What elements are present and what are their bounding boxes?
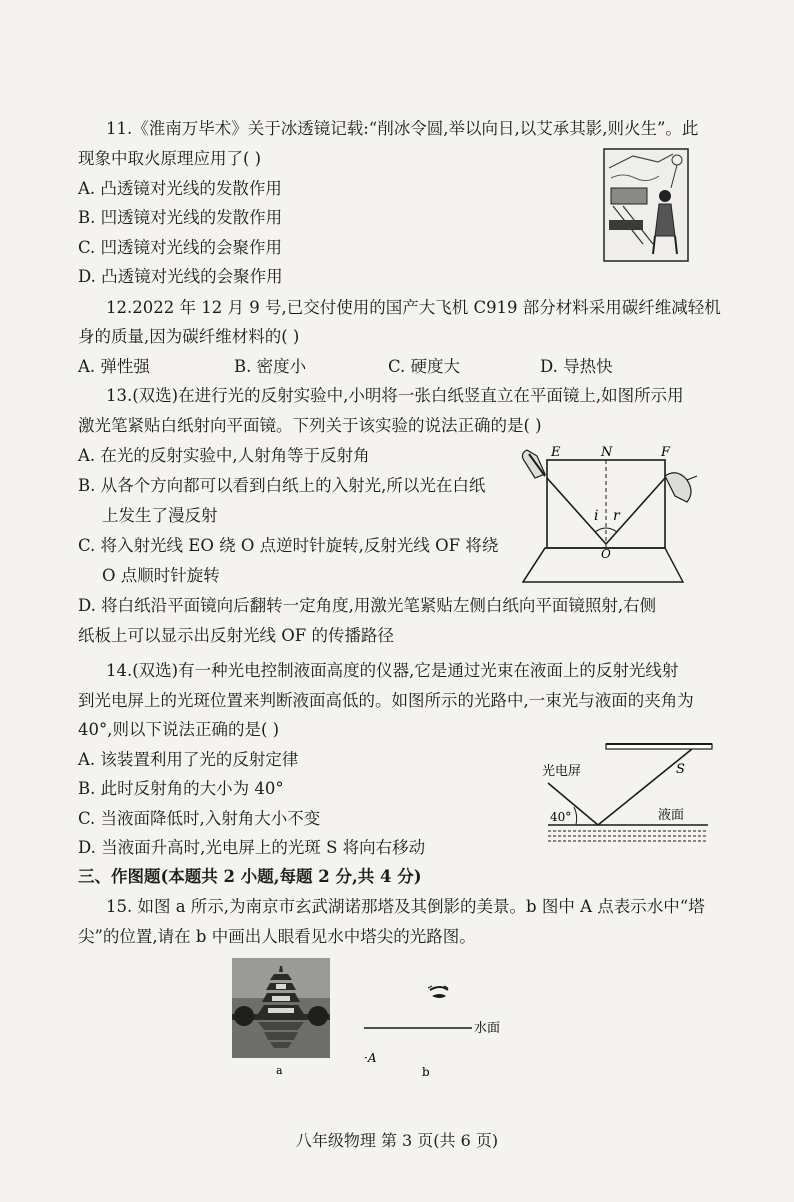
q14-option-d[interactable]: D. 当液面升高时,光电屏上的光斑 S 将向右移动 <box>78 838 426 857</box>
q11-stem-line1: 11.《淮南万毕术》关于冰透镜记载:“削冰令圆,举以向日,以艾承其影,则火生”。此 <box>106 119 699 138</box>
q13-option-c-line2: O 点顺时针旋转 <box>102 566 220 585</box>
left-hand-laser-icon <box>522 450 545 478</box>
q14-option-b[interactable]: B. 此时反射角的大小为 40° <box>78 779 284 798</box>
label-water: 水面 <box>474 1021 501 1036</box>
label-fig-a: a <box>276 1064 283 1076</box>
label-liquid: 液面 <box>658 808 685 823</box>
q13-stem-line1: 13.(双选)在进行光的反射实验中,小明将一张白纸竖直立在平面镜上,如图所示用 <box>106 386 684 405</box>
q11-stem-line2: 现象中取火原理应用了( ) <box>78 149 262 168</box>
label-e: E <box>551 445 561 460</box>
right-hand-icon <box>665 473 697 502</box>
q14-stem-line1: 14.(双选)有一种光电控制液面高度的仪器,它是通过光束在液面上的反射光线射 <box>106 661 679 680</box>
q14-stem-line2: 到光电屏上的光斑位置来判断液面高低的。如图所示的光路中,一束光与液面的夹角为 <box>78 691 694 710</box>
label-s: S <box>676 762 685 777</box>
q14-option-a[interactable]: A. 该装置利用了光的反射定律 <box>78 750 299 769</box>
label-angle: 40° <box>550 810 572 824</box>
label-fig-b: b <box>422 1065 430 1076</box>
water-surface-figure <box>360 980 510 1076</box>
q13-option-a[interactable]: A. 在光的反射实验中,人射角等于反射角 <box>78 446 370 465</box>
reflection-experiment-figure <box>515 440 700 590</box>
q11-option-d[interactable]: D. 凸透镜对光线的会聚作用 <box>78 267 283 286</box>
section-3-heading: 三、作图题(本题共 2 小题,每题 2 分,共 4 分) <box>78 867 422 886</box>
q11-option-b[interactable]: B. 凹透镜对光线的发散作用 <box>78 208 283 227</box>
page-footer: 八年级物理 第 3 页(共 6 页) <box>295 1131 499 1150</box>
q13-option-b-line1[interactable]: B. 从各个方向都可以看到白纸上的入射光,所以光在白纸 <box>78 476 486 495</box>
pagoda-photo-figure <box>232 958 330 1076</box>
q13-option-c-line1[interactable]: C. 将入射光线 EO 绕 O 点逆时针旋转,反射光线 OF 将绕 <box>78 536 499 555</box>
q11-option-c[interactable]: C. 凹透镜对光线的会聚作用 <box>78 238 283 257</box>
label-o: O <box>601 547 611 561</box>
q12-stem-line1: 12.2022 年 12 月 9 号,已交付使用的国产大飞机 C919 部分材料采用碳纤维减轻机 <box>106 298 721 317</box>
ice-lens-illustration <box>603 148 689 262</box>
q14-stem-line3: 40°,则以下说法正确的是( ) <box>78 720 280 739</box>
q14-option-c[interactable]: C. 当液面降低时,入射角大小不变 <box>78 809 321 828</box>
label-point-a: ·A <box>364 1051 377 1065</box>
label-f: F <box>661 445 671 460</box>
photoelectric-level-figure <box>540 735 716 859</box>
q13-option-b-line2: 上发生了漫反射 <box>102 506 218 525</box>
q12-stem-line2: 身的质量,因为碳纤维材料的( ) <box>78 327 300 346</box>
label-n: N <box>601 445 613 460</box>
q12-option-b[interactable]: B. 密度小 <box>234 357 307 376</box>
q13-option-d-line2: 纸板上可以显示出反射光线 OF 的传播路径 <box>78 626 394 645</box>
q12-option-d[interactable]: D. 导热快 <box>540 357 613 376</box>
q13-option-d-line1[interactable]: D. 将白纸沿平面镜向后翻转一定角度,用激光笔紧贴左侧白纸向平面镜照射,右侧 <box>78 596 657 615</box>
eye-icon <box>428 986 448 998</box>
label-r: r <box>613 508 620 524</box>
q13-stem-line2: 激光笔紧贴白纸射向平面镜。下列关于该实验的说法正确的是( ) <box>78 416 542 435</box>
q12-option-a[interactable]: A. 弹性强 <box>78 357 150 376</box>
q15-stem-line2: 尖”的位置,请在 b 中画出人眼看见水中塔尖的光路图。 <box>78 927 476 946</box>
q11-option-a[interactable]: A. 凸透镜对光线的发散作用 <box>78 179 282 198</box>
label-i: i <box>594 508 599 524</box>
q12-option-c[interactable]: C. 硬度大 <box>388 357 461 376</box>
q15-stem-line1: 15. 如图 a 所示,为南京市玄武湖诺那塔及其倒影的美景。b 图中 A 点表示水中“塔 <box>106 897 705 916</box>
label-screen: 光电屏 <box>542 764 582 779</box>
